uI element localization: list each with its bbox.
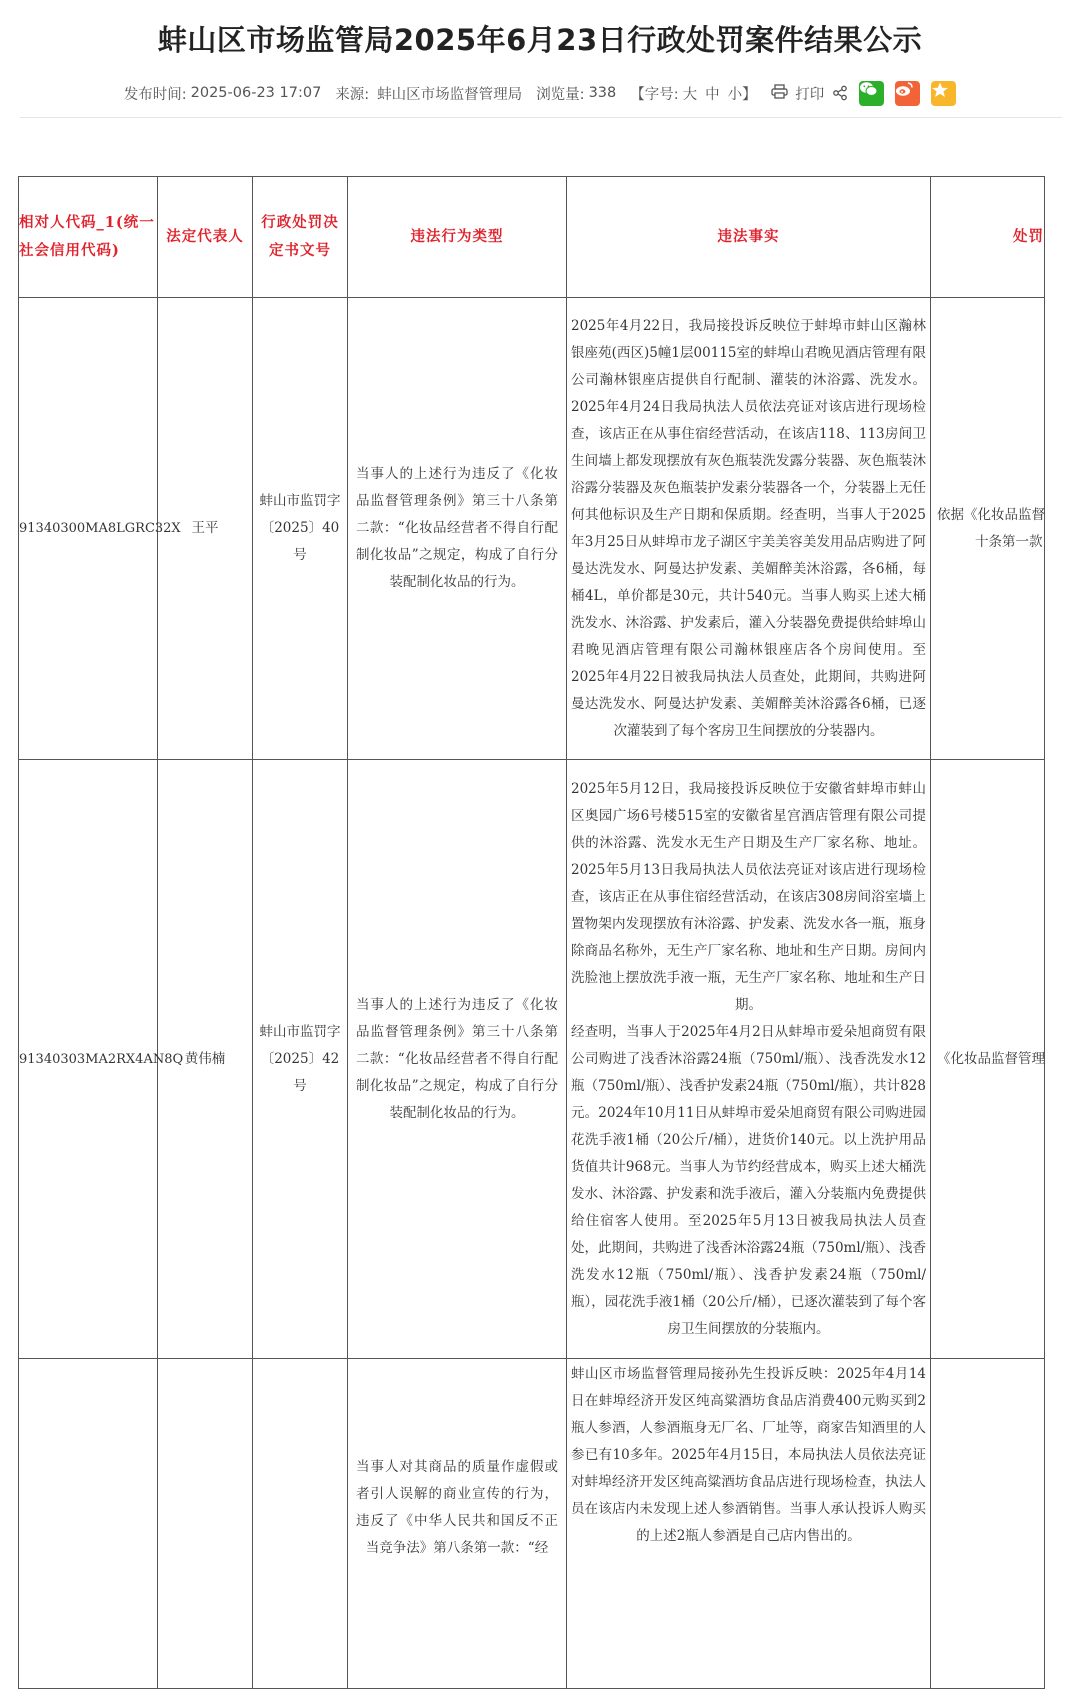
print-button[interactable]: [771, 83, 825, 104]
penalty-basis-cell: 《化妆品监督管理: [931, 760, 1045, 1359]
font-size-label: 【字号:: [630, 86, 679, 103]
violation-type-cell: 当事人的上述行为违反了《化妆品监督管理条例》第三十八条第二款：“化妆品经营者不得自行配制化妆品”之规定，构成了自行分装配制化妆品的行为。: [348, 298, 567, 760]
print-icon: [771, 84, 788, 99]
font-size-large-button[interactable]: 大: [682, 86, 698, 103]
header-legal-rep: 法定代表人: [158, 177, 253, 298]
header-penalty-basis: 处罚: [931, 177, 1045, 298]
violation-type-cell: 当事人的上述行为违反了《化妆品监督管理条例》第三十八条第二款：“化妆品经营者不得自行配制化妆品”之规定，构成了自行分装配制化妆品的行为。: [348, 760, 567, 1359]
font-size-small-button[interactable]: 小】: [727, 86, 757, 103]
font-size-medium-button[interactable]: 中: [705, 86, 720, 103]
publish-time: 2025-06-23 17:07: [190, 85, 322, 101]
share-icon[interactable]: [832, 85, 848, 101]
violation-facts-cell: 蚌山区市场监督管理局接孙先生投诉反映：2025年4月14日在蚌埠经济开发区纯高粱酒坊食品店消费400元购买到2瓶人参酒，人参酒瓶身无厂名、厂址等，商家告知酒里的人参已有10多年。2025年4月15日，本局执法人员依法亮证对蚌埠经济开发区纯高粱酒坊食品店进行现场检查，执法人员在该店内未发现上述人参酒销售。当事人承认投诉人购买的上述2瓶人参酒是自己店内售出的。: [567, 1359, 931, 1689]
violation-facts-paragraph: 2025年5月12日，我局接投诉反映位于安徽省蚌埠市蚌山区奥园广场6号楼515室的安徽省星宫酒店管理有限公司提供的沐浴露、洗发水无生产日期及生产厂家名称、地址。2025年5月13日我局执法人员依法亮证对该店进行现场检查，该店正在从事住宿经营活动，在该店308房间浴室墙上置物架内发现摆放有沐浴露、护发素、洗发水各一瓶，瓶身除商品名称外，无生产厂家名称、地址和生产日期。房间内洗脸池上摆放洗手液一瓶，无生产厂家名称、地址和生产日期。: [571, 780, 926, 1013]
table-row: [19, 298, 1045, 760]
penalty-basis-cell: [931, 1359, 1045, 1689]
penalty-table-container[interactable]: [19, 176, 1045, 1556]
credit-code-cell: 91340300MA8LGRC32X: [19, 298, 158, 760]
violation-facts-cell: 2025年4月22日，我局接投诉反映位于蚌埠市蚌山区瀚林银座苑(西区)5幢1层00115室的蚌埠山君晚见酒店管理有限公司瀚林银座店提供自行配制、灌装的沐浴露、洗发水。2025年4月24日我局执法人员依法亮证对该店进行现场检查，该店正在从事住宿经营活动，在该店118、113房间卫生间墙上都发现摆放有灰色瓶装洗发露分装器、灰色瓶装沐浴露分装器及灰色瓶装护发素分装器各一个，分装器上无任何其他标识及生产日期和保质期。经查明，当事人于2025年3月25日从蚌埠市龙子湖区宇美美容美发用品店购进了阿曼达洗发水、阿曼达护发素、美媚醉美沐浴露，各6桶，每桶4L，单价都是30元，共计540元。当事人购买上述大桶洗发水、沐浴露、护发素后，灌入分装器免费提供给蚌埠山君晚见酒店管理有限公司瀚林银座店各个房间使用。至2025年4月22日被我局执法人员查处，此期间，共购进阿曼达洗发水、阿曼达护发素、美媚醉美沐浴露各6桶，已逐次灌装到了每个客房卫生间摆放的分装器内。: [567, 298, 931, 760]
credit-code-cell: [19, 1359, 158, 1689]
header-violation-type: 违法行为类型: [348, 177, 567, 298]
publish-time-label: 发布时间:: [123, 86, 187, 103]
views-count: 338: [588, 85, 617, 101]
header-decision-number: 行政处罚决定书文号: [253, 177, 348, 298]
legal-rep-cell: [158, 1359, 253, 1689]
header-divider: [20, 117, 1062, 118]
source-label: 来源:: [335, 86, 370, 103]
penalty-basis-cell: [931, 298, 1045, 760]
table-header-row: [19, 177, 1045, 298]
table-row: [19, 1359, 1045, 1689]
print-label: 打印: [795, 86, 825, 103]
source-value: 蚌山区市场监督管理局: [377, 86, 523, 103]
decision-number-cell: 蚌山市监罚字〔2025〕42号: [253, 760, 348, 1359]
penalty-table: [18, 176, 1045, 1689]
article-meta-bar: [0, 78, 1080, 108]
weibo-icon: [895, 81, 914, 97]
violation-facts-cell: [567, 760, 931, 1359]
credit-code-cell: 91340303MA2RX4AN8Q: [19, 760, 158, 1359]
penalty-basis-line: 依据《化妆品监督: [937, 506, 1045, 523]
legal-rep-cell: 黄伟楠: [158, 760, 253, 1359]
violation-facts-paragraph: 经查明，当事人于2025年4月2日从蚌埠市爱朵旭商贸有限公司购进了浅香沐浴露24瓶（750ml/瓶）、浅香洗发水12瓶（750ml/瓶）、浅香护发素24瓶（750ml/瓶），共计828元。2024年10月11日从蚌埠市爱朵旭商贸有限公司购进园花洗手液1桶（20公斤/桶），进货价140元。以上洗护用品货值共计968元。当事人为节约经营成本，购买上述大桶洗发水、沐浴露、护发素和洗手液后，灌入分装瓶内免费提供给住宿客人使用。至2025年5月13日被我局执法人员查处，此期间，共购进了浅香沐浴露24瓶（750ml/瓶）、浅香洗发水12瓶（750ml/瓶）、浅香护发素24瓶（750ml/瓶），园花洗手液1桶（20公斤/桶），已逐次灌装到了每个客房卫生间摆放的分装瓶内。: [571, 1023, 926, 1337]
weibo-share-button[interactable]: [895, 81, 920, 106]
wechat-icon: [859, 81, 878, 97]
legal-rep-cell: 王平: [158, 298, 253, 760]
decision-number-cell: [253, 1359, 348, 1689]
header-violation-facts: 违法事实: [567, 177, 931, 298]
violation-type-cell: 当事人对其商品的质量作虚假或者引人误解的商业宣传的行为，违反了《中华人民共和国反不正当竞争法》第八条第一款：“经: [348, 1359, 567, 1689]
page-title: 蚌山区市场监管局2025年6月23日行政处罚案件结果公示: [157, 23, 923, 57]
wechat-share-button[interactable]: [859, 81, 884, 106]
header-credit-code: 相对人代码_1(统一社会信用代码): [19, 177, 158, 298]
decision-number-cell: 蚌山市监罚字〔2025〕40号: [253, 298, 348, 760]
penalty-basis-line: 十条第一款: [975, 533, 1043, 550]
qzone-icon: [931, 81, 949, 99]
qzone-share-button[interactable]: [931, 81, 956, 106]
table-row: [19, 760, 1045, 1359]
views-label: 浏览量:: [536, 86, 585, 103]
